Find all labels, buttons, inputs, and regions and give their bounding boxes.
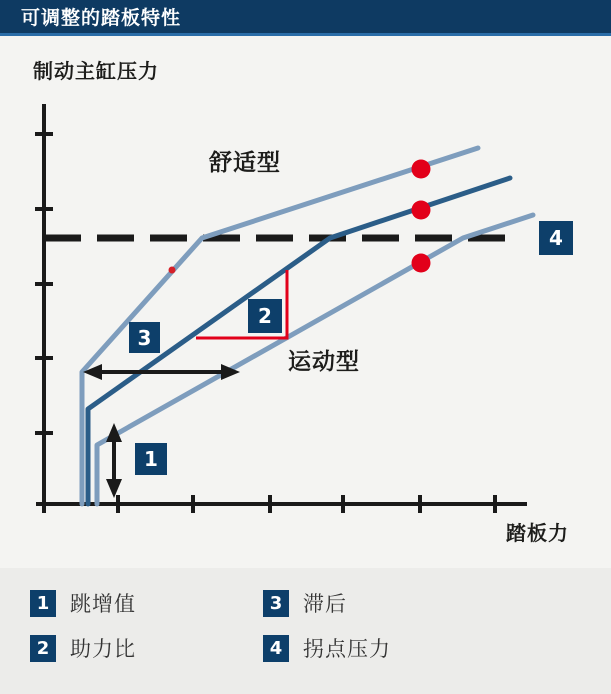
legend-item-hysteresis <box>263 588 347 618</box>
legend-num-4: 4 <box>263 635 289 662</box>
figure-title: 可调整的踏板特性 <box>21 7 182 29</box>
legend-label-knee-pressure: 拐点压力 <box>303 637 391 661</box>
x-axis-title: 踏板力 <box>506 521 569 545</box>
title-bar <box>0 0 611 36</box>
legend-num-3: 3 <box>263 590 289 617</box>
red-dot-middle <box>412 201 431 220</box>
small-red-dot-comfort <box>169 267 176 274</box>
marker-4-knee-pressure-badge: 4 <box>539 221 573 255</box>
legend-label-hysteresis: 滞后 <box>303 592 347 616</box>
marker-3-hysteresis-badge: 3 <box>129 322 160 353</box>
y-axis-title: 制动主缸压力 <box>33 59 159 83</box>
curve-label-sport: 运动型 <box>288 349 360 375</box>
legend-item-boost-ratio <box>30 633 136 663</box>
legend-num-1: 1 <box>30 590 56 617</box>
red-dot-comfort <box>412 160 431 179</box>
legend-label-jump-in: 跳增值 <box>70 592 136 616</box>
legend <box>0 568 611 694</box>
legend-num-2: 2 <box>30 635 56 662</box>
curve-label-comfort: 舒适型 <box>209 150 281 176</box>
legend-label-boost-ratio: 助力比 <box>70 637 136 661</box>
red-dot-sport <box>412 254 431 273</box>
marker-2-boost-ratio-badge: 2 <box>248 299 282 333</box>
legend-item-knee-pressure <box>263 633 391 663</box>
legend-item-jump-in <box>30 588 136 618</box>
marker-1-jump-in-badge: 1 <box>135 443 167 475</box>
